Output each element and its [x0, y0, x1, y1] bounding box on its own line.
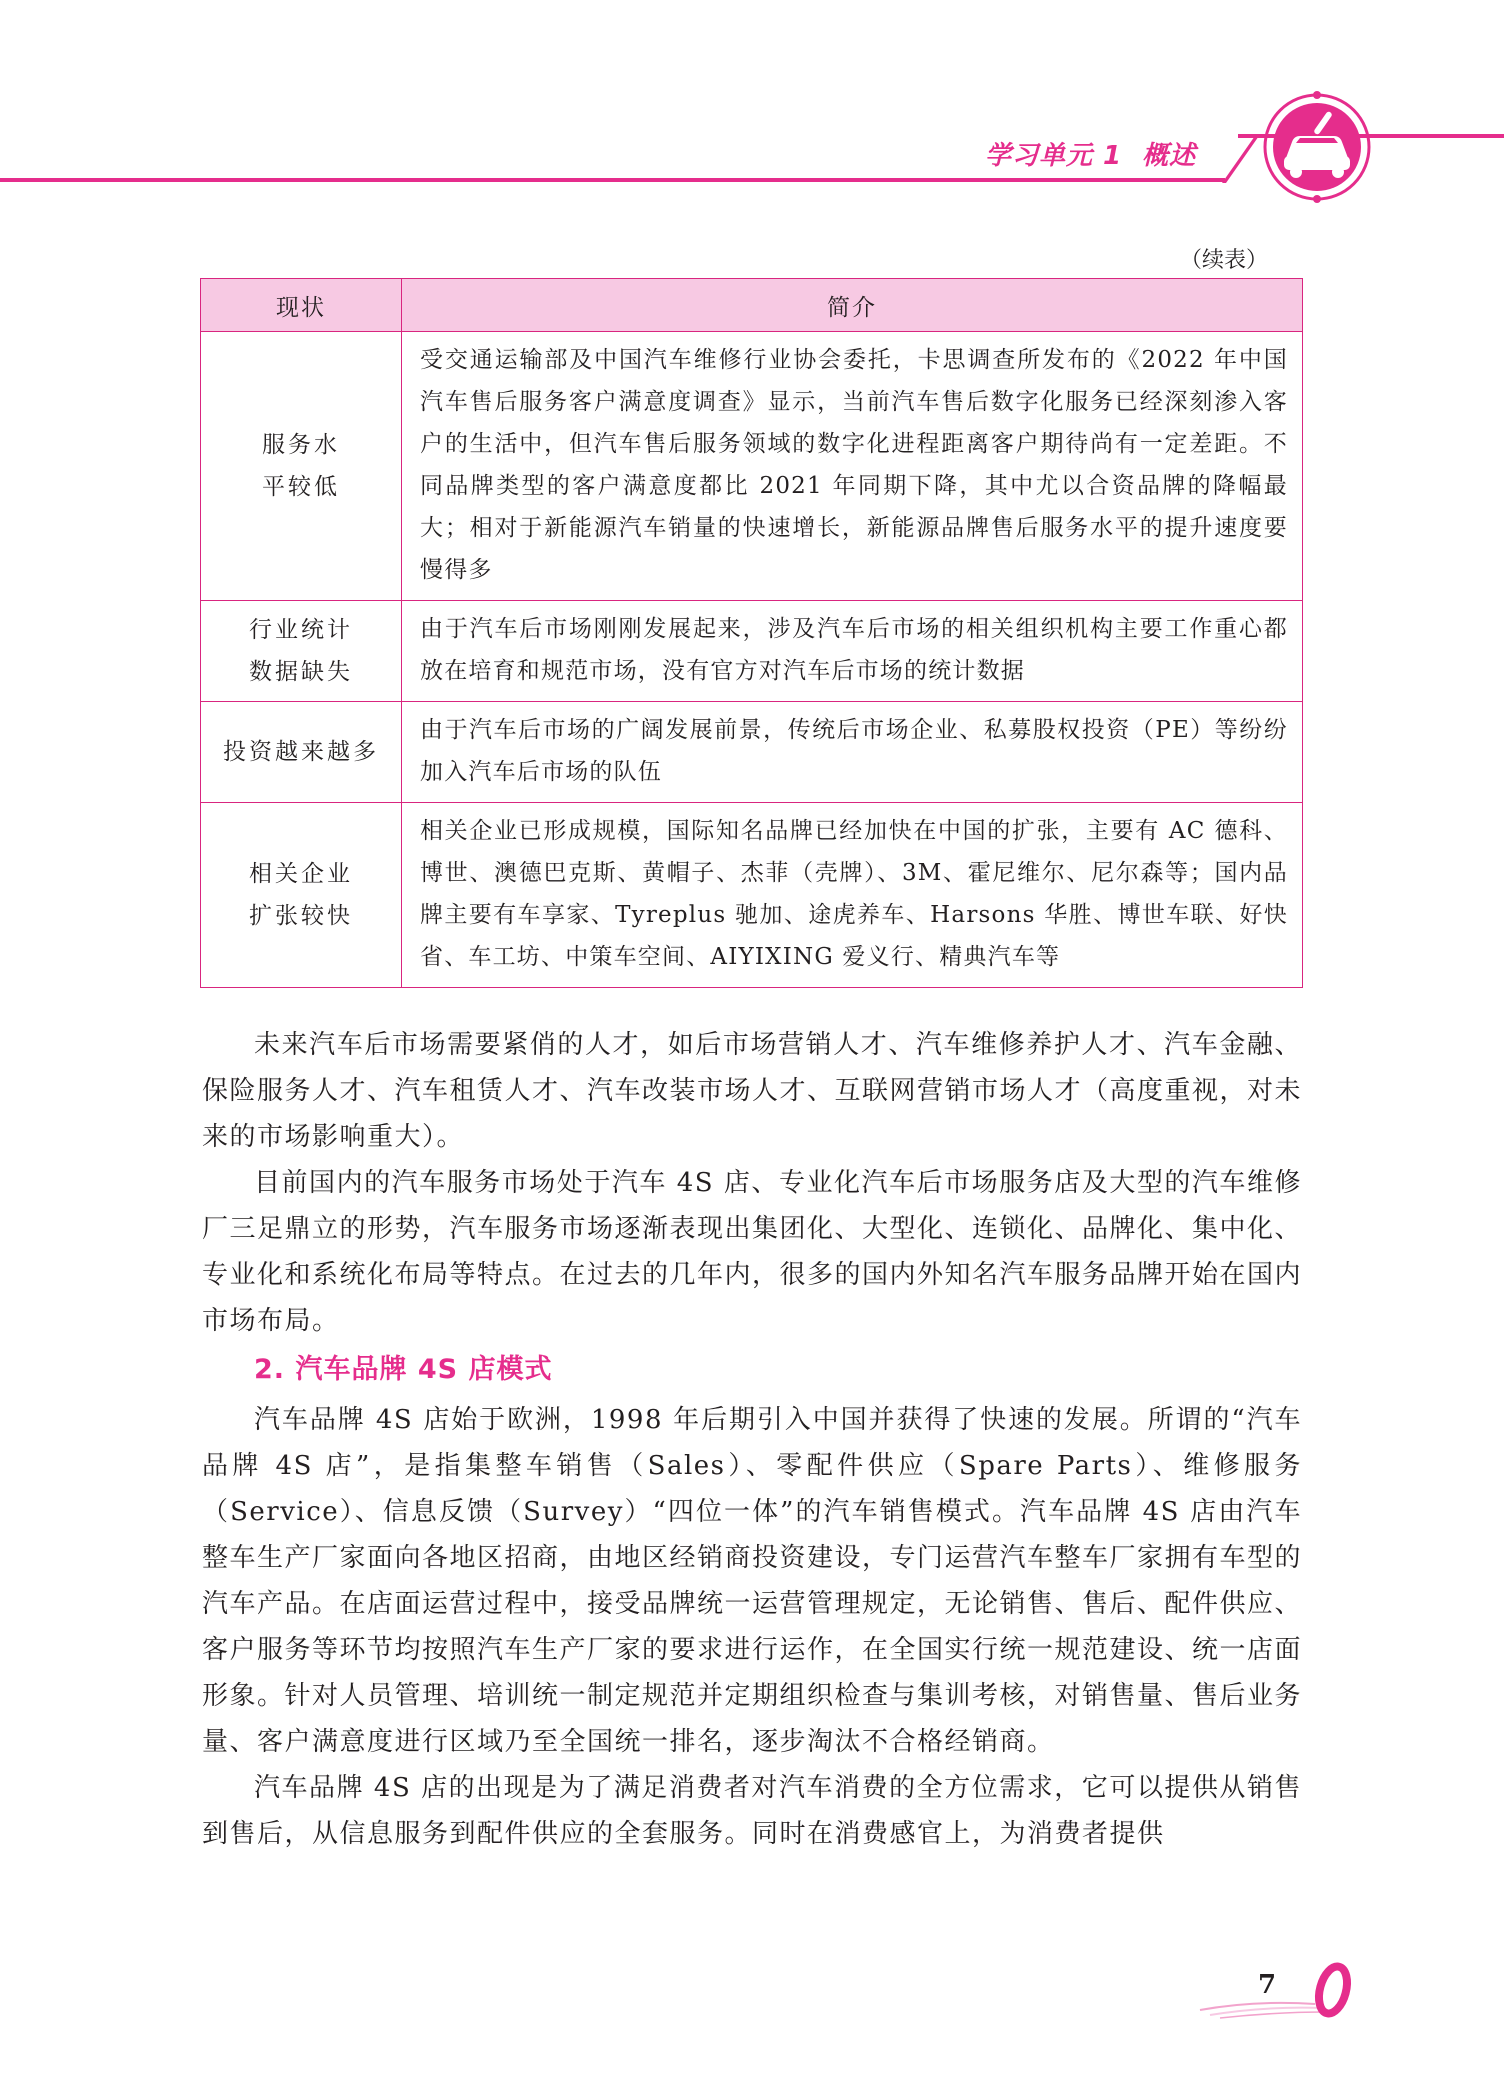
description-cell: 由于汽车后市场刚刚发展起来，涉及汽车后市场的相关组织机构主要工作重心都放在培育和规范市场，没有官方对汽车后市场的统计数据 [402, 601, 1303, 702]
running-header [985, 138, 1196, 174]
table-row [201, 702, 1303, 803]
status-table [200, 278, 1303, 988]
paragraph: 未来汽车后市场需要紧俏的人才，如后市场营销人才、汽车维修养护人才、汽车金融、保险服务人才、汽车租赁人才、汽车改装市场人才、互联网营销市场人才（高度重视，对未来的市场影响重大）。 [202, 1030, 1303, 1152]
paragraph: 汽车品牌 4S 店的出现是为了满足消费者对汽车消费的全方位需求，它可以提供从销售到售后，从信息服务到配件供应的全套服务。同时在消费感官上，为消费者提供 [202, 1773, 1302, 1849]
section-heading: 2. 汽车品牌 4S 店模式 [254, 1354, 553, 1385]
unit-title: 概述 [1142, 141, 1197, 171]
header-rule [0, 178, 1225, 182]
status-cell: 相关企业 扩张较快 [201, 803, 402, 988]
paragraph: 目前国内的汽车服务市场处于汽车 4S 店、专业化汽车后市场服务店及大型的汽车维修厂三足鼎立的形势，汽车服务市场逐渐表现出集团化、大型化、连锁化、品牌化、集中化、专业化和系统化布局等特点。在过去的几年内，很多的国内外知名汽车服务品牌开始在国内市场布局。 [202, 1168, 1303, 1336]
table-row [201, 332, 1303, 601]
table-header-row [201, 279, 1303, 332]
body-text-b [202, 1397, 1302, 1857]
car-wrench-icon [1258, 88, 1376, 206]
description-cell: 受交通运输部及中国汽车维修行业协会委托，卡思调查所发布的《2022 年中国汽车售后服务客户满意度调查》显示，当前汽车售后数字化服务已经深刻渗入客户的生活中，但汽车售后服务领域的数字化进程距离客户期待尚有一定差距。不同品牌类型的客户满意度都比 2021 年同期下降，其中尤以合资品牌的降幅最大；相对于新能源汽车销量的快速增长，新能源品牌售后服务水平的提升速度要慢得多 [402, 332, 1303, 601]
description-cell: 由于汽车后市场的广阔发展前景，传统后市场企业、私募股权投资（PE）等纷纷加入汽车后市场的队伍 [402, 702, 1303, 803]
table-continued-label: （续表） [1180, 248, 1269, 273]
unit-label: 学习单元 1 [985, 141, 1123, 171]
status-cell: 服务水 平较低 [201, 332, 402, 601]
status-cell: 行业统计 数据缺失 [201, 601, 402, 702]
description-cell: 相关企业已形成规模，国际知名品牌已经加快在中国的扩张，主要有 AC 德科、博世、澳德巴克斯、黄帽子、杰菲（壳牌）、3M、霍尼维尔、尼尔森等；国内品牌主要有车享家、Tyreplus 驰加、途虎养车、Harsons 华胜、博世车联、好快省、车工坊、中策车空间、AIYIXING 爱义行、精典汽车等 [402, 803, 1303, 988]
paragraph: 汽车品牌 4S 店始于欧洲，1998 年后期引入中国并获得了快速的发展。所谓的“汽车品牌 4S 店”，是指集整车销售（Sales）、零配件供应（Spare Parts）、维修服务（Service）、信息反馈（Survey）“四位一体”的汽车销售模式。汽车品牌 4S 店由汽车整车生产厂家面向各地区招商，由地区经销商投资建设，专门运营汽车整车厂家拥有车型的汽车产品。在店面运营过程中，接受品牌统一运营管理规定，无论销售、售后、配件供应、客户服务等环节均按照汽车生产厂家的要求进行运作，在全国实行统一规范建设、统一店面形象。针对人员管理、培训统一制定规范并定期组织检查与集训考核，对销售量、售后业务量、客户满意度进行区域乃至全国统一排名，逐步淘汰不合格经销商。 [202, 1405, 1303, 1757]
table-row [201, 601, 1303, 702]
column-header-description: 简介 [402, 279, 1303, 332]
page-number: 7 [1258, 1970, 1277, 2000]
body-text-a [202, 1022, 1302, 1344]
column-header-status: 现状 [201, 279, 402, 332]
header-rule-slant [1222, 135, 1260, 183]
table-row [201, 803, 1303, 988]
status-cell: 投资越来越多 [201, 702, 402, 803]
